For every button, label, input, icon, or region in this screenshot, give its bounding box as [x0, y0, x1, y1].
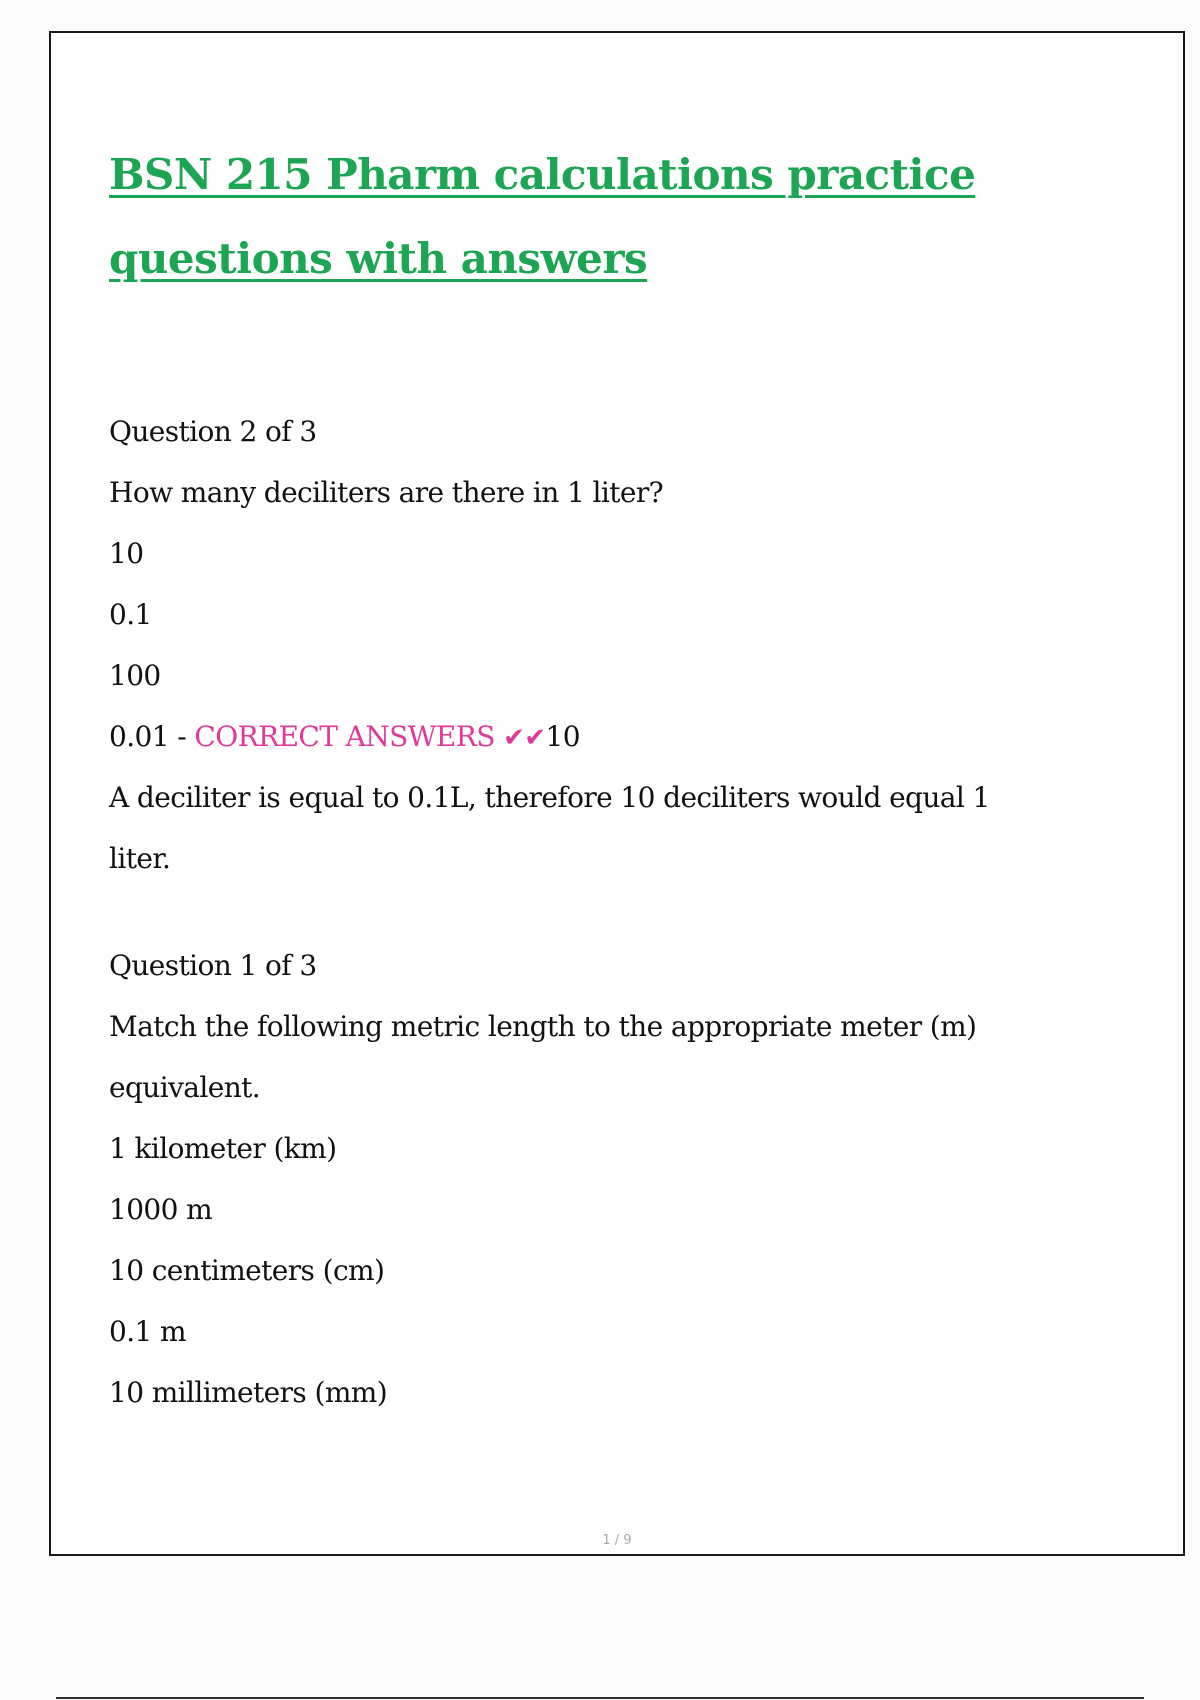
question-prompt-line-2: equivalent.	[109, 1071, 261, 1104]
answer-option: 0.01	[109, 720, 169, 753]
match-item: 1000 m	[109, 1193, 213, 1226]
answer-option: 0.1	[109, 598, 152, 631]
double-check-icon: ✔✔	[503, 723, 546, 753]
correct-answers-label: CORRECT ANSWERS	[194, 720, 495, 753]
answer-option: 100	[109, 659, 161, 692]
question-prompt-line-1: Match the following metric length to the appropriate meter (m)	[109, 1010, 977, 1043]
title-line-1: BSN 215 Pharm calculations practice	[109, 150, 976, 199]
document-page	[49, 31, 1185, 1556]
page-content	[109, 133, 1119, 1423]
match-item: 10 centimeters (cm)	[109, 1254, 385, 1287]
explanation-line-2: liter.	[109, 842, 171, 875]
question-block-1	[109, 935, 1119, 1423]
question-block-2	[109, 401, 1119, 889]
separator: -	[168, 720, 195, 753]
match-item: 0.1 m	[109, 1315, 186, 1348]
answer-option-with-key	[109, 706, 1119, 767]
title-line-2: questions with answers	[109, 234, 648, 283]
page-number: 1 / 9	[602, 1533, 632, 1548]
document-title	[109, 133, 1119, 301]
question-prompt: How many deciliters are there in 1 liter?	[109, 476, 664, 509]
explanation-line-1: A deciliter is equal to 0.1L, therefore 10 deciliters would equal 1	[109, 781, 990, 814]
question-heading: Question 2 of 3	[109, 415, 317, 448]
correct-answer-value: 10	[545, 720, 580, 753]
match-item: 10 millimeters (mm)	[109, 1376, 388, 1409]
question-heading: Question 1 of 3	[109, 949, 317, 982]
answer-option: 10	[109, 537, 144, 570]
divider	[56, 1697, 1144, 1699]
match-item: 1 kilometer (km)	[109, 1132, 337, 1165]
